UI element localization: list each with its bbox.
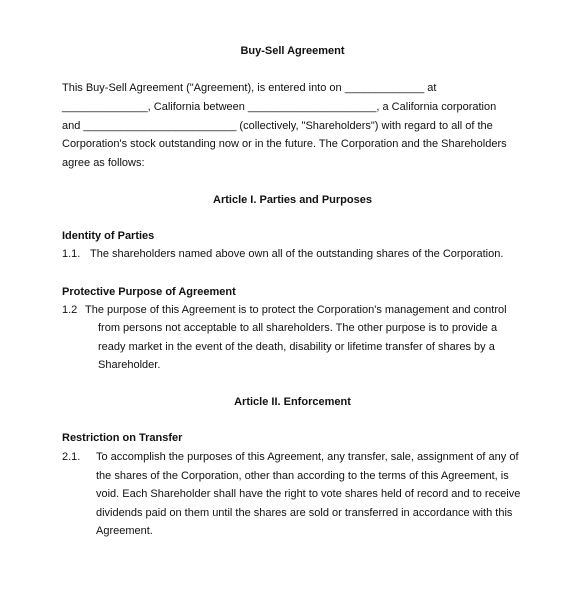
clause-line: Agreement.	[96, 525, 153, 537]
intro-line: agree as follows:	[62, 157, 145, 169]
intro-line: ______________, California between _____________________, a California corporation	[62, 101, 497, 113]
intro-line: This Buy-Sell Agreement ("Agreement), is entered into on _____________ at	[62, 82, 437, 94]
clause-line: ready market in the event of the death, disability or lifetime transfer of shares by a	[98, 341, 495, 353]
document-title: Buy-Sell Agreement	[240, 45, 345, 57]
clause-line: dividends paid on them until the shares are sold or transferred in accordance with this	[96, 507, 513, 519]
article-2-heading: Article II. Enforcement	[234, 396, 351, 408]
clause-line: Shareholder.	[98, 359, 161, 371]
clause-line: from persons not acceptable to all shareholders. The other purpose is to provide a	[98, 322, 498, 334]
section-heading-protective: Protective Purpose of Agreement	[62, 286, 236, 298]
clause-number: 1.2	[62, 304, 78, 316]
intro-line: and _________________________ (collectively, "Shareholders") with regard to all of the	[62, 120, 493, 132]
section-heading-restriction: Restriction on Transfer	[62, 432, 183, 444]
clause-line: The purpose of this Agreement is to protect the Corporation's management and control	[85, 304, 507, 316]
article-1-heading: Article I. Parties and Purposes	[213, 194, 372, 206]
clause-line: void. Each Shareholder shall have the right to vote shares held of record and to receive	[96, 488, 521, 500]
section-heading-identity: Identity of Parties	[62, 230, 155, 242]
clause-number: 2.1.	[62, 451, 81, 463]
clause-line: To accomplish the purposes of this Agreement, any transfer, sale, assignment of any of	[96, 451, 519, 463]
clause-line: The shareholders named above own all of the outstanding shares of the Corporation.	[90, 248, 504, 260]
clause-number: 1.1.	[62, 248, 81, 260]
clause-line: the shares of the Corporation, other than according to the terms of this Agreement, is	[96, 470, 509, 482]
intro-line: Corporation's stock outstanding now or in the future. The Corporation and the Shareholders	[62, 138, 507, 150]
